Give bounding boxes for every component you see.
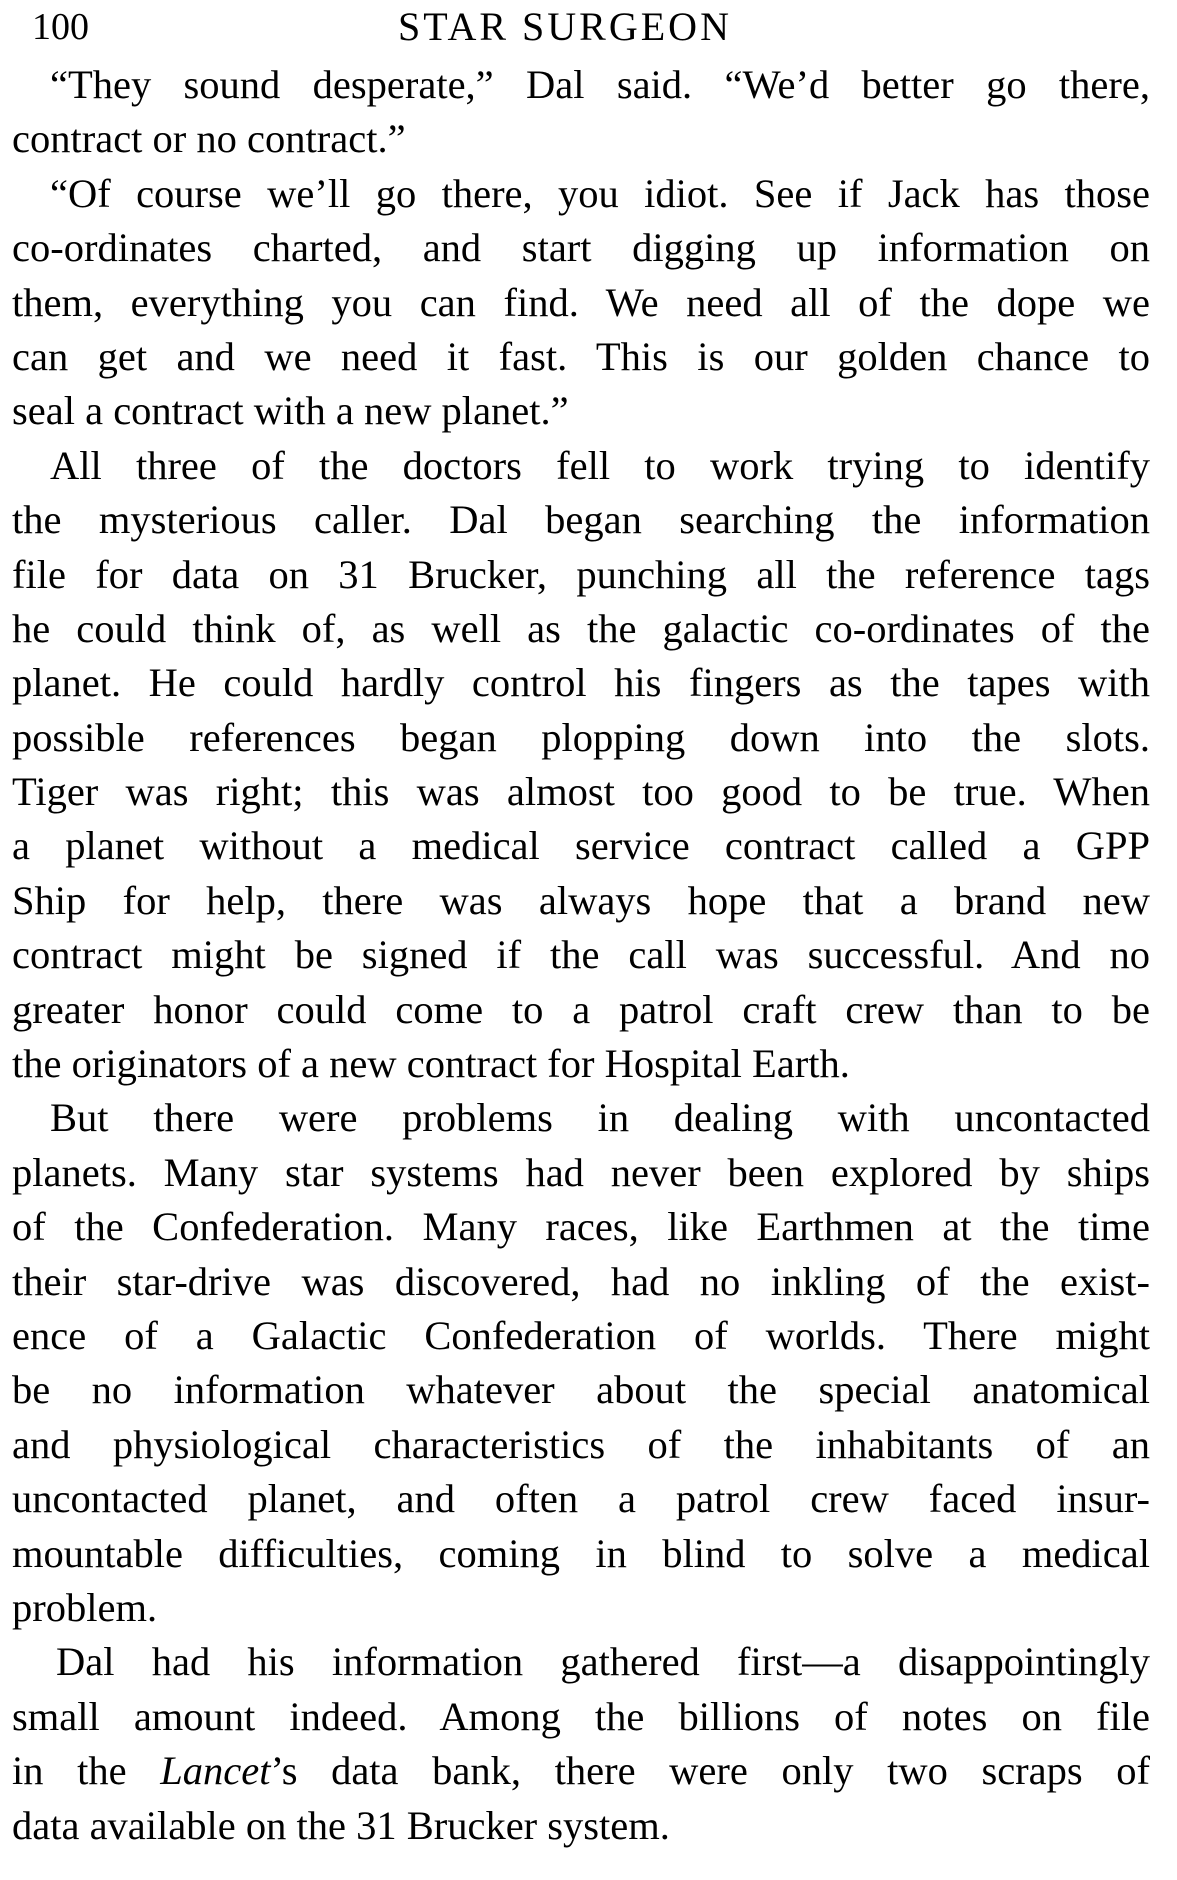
text-line: planet. He could hardly control his fingers as the tapes with — [12, 660, 1150, 706]
text-line: and physiological characteristics of the inhabitants of an — [12, 1421, 1150, 1467]
body-text — [12, 58, 1150, 1853]
text-line: the mysterious caller. Dal began searching the information — [12, 497, 1150, 543]
text-line: Ship for help, there was always hope that a brand new — [12, 877, 1150, 923]
text-line: the originators of a new contract for Hospital Earth. — [12, 1041, 850, 1087]
text-line: “They sound desperate,” Dal said. “We’d better go there, — [50, 62, 1150, 107]
text-line: uncontacted planet, and often a patrol crew faced insur- — [12, 1476, 1150, 1522]
text-line: All three of the doctors fell to work trying to identify — [50, 442, 1150, 488]
text-line — [12, 1744, 1150, 1798]
text-line: contract might be signed if the call was successful. And no — [12, 932, 1150, 978]
text-line: problem. — [12, 1584, 158, 1630]
text-line: file for data on 31 Brucker, punching all the reference tags — [12, 551, 1150, 597]
text-line: data available on the 31 Brucker system. — [12, 1802, 670, 1848]
text-line: them, everything you can find. We need all of the dope we — [12, 279, 1150, 325]
text-line: of the Confederation. Many races, like Earthmen at the time — [12, 1204, 1150, 1250]
text-line: planets. Many star systems had never been explored by ships — [12, 1149, 1150, 1195]
page-number: 100 — [32, 6, 89, 48]
text-line: co-ordinates charted, and start digging up information on — [12, 225, 1150, 271]
text-line: he could think of, as well as the galactic co-ordinates of the — [12, 605, 1150, 651]
ship-name: Lancet — [160, 1748, 271, 1794]
book-title: STAR SURGEON — [398, 4, 732, 49]
text-line: be no information whatever about the special anatomical — [12, 1367, 1150, 1413]
text-line: greater honor could come to a patrol craft crew than to be — [12, 986, 1150, 1032]
text-line: mountable difficulties, coming in blind to solve a medical — [12, 1530, 1150, 1576]
text-line: possible references began plopping down into the slots. — [12, 714, 1150, 760]
text-line: their star-drive was discovered, had no inkling of the exist- — [12, 1258, 1150, 1304]
running-head — [18, 4, 1148, 54]
text-fragment: ’s data bank, there were only two scraps of — [270, 1748, 1150, 1794]
text-line: small amount indeed. Among the billions of notes on file — [12, 1693, 1150, 1739]
text-line: contract or no contract.” — [12, 116, 406, 162]
text-line: But there were problems in dealing with uncontacted — [50, 1095, 1150, 1141]
text-fragment: in the — [12, 1748, 161, 1794]
text-line: can get and we need it fast. This is our golden chance to — [12, 333, 1150, 379]
text-line: a planet without a medical service contract called a GPP — [12, 823, 1150, 869]
text-line: seal a contract with a new planet.” — [12, 388, 569, 434]
text-line: Dal had his information gathered first—a disappointingly — [56, 1639, 1150, 1685]
text-line: Tiger was right; this was almost too good to be true. When — [12, 769, 1150, 815]
text-line: ence of a Galactic Confederation of worlds. There might — [12, 1312, 1150, 1358]
text-line: “Of course we’ll go there, you idiot. See if Jack has those — [50, 170, 1150, 216]
